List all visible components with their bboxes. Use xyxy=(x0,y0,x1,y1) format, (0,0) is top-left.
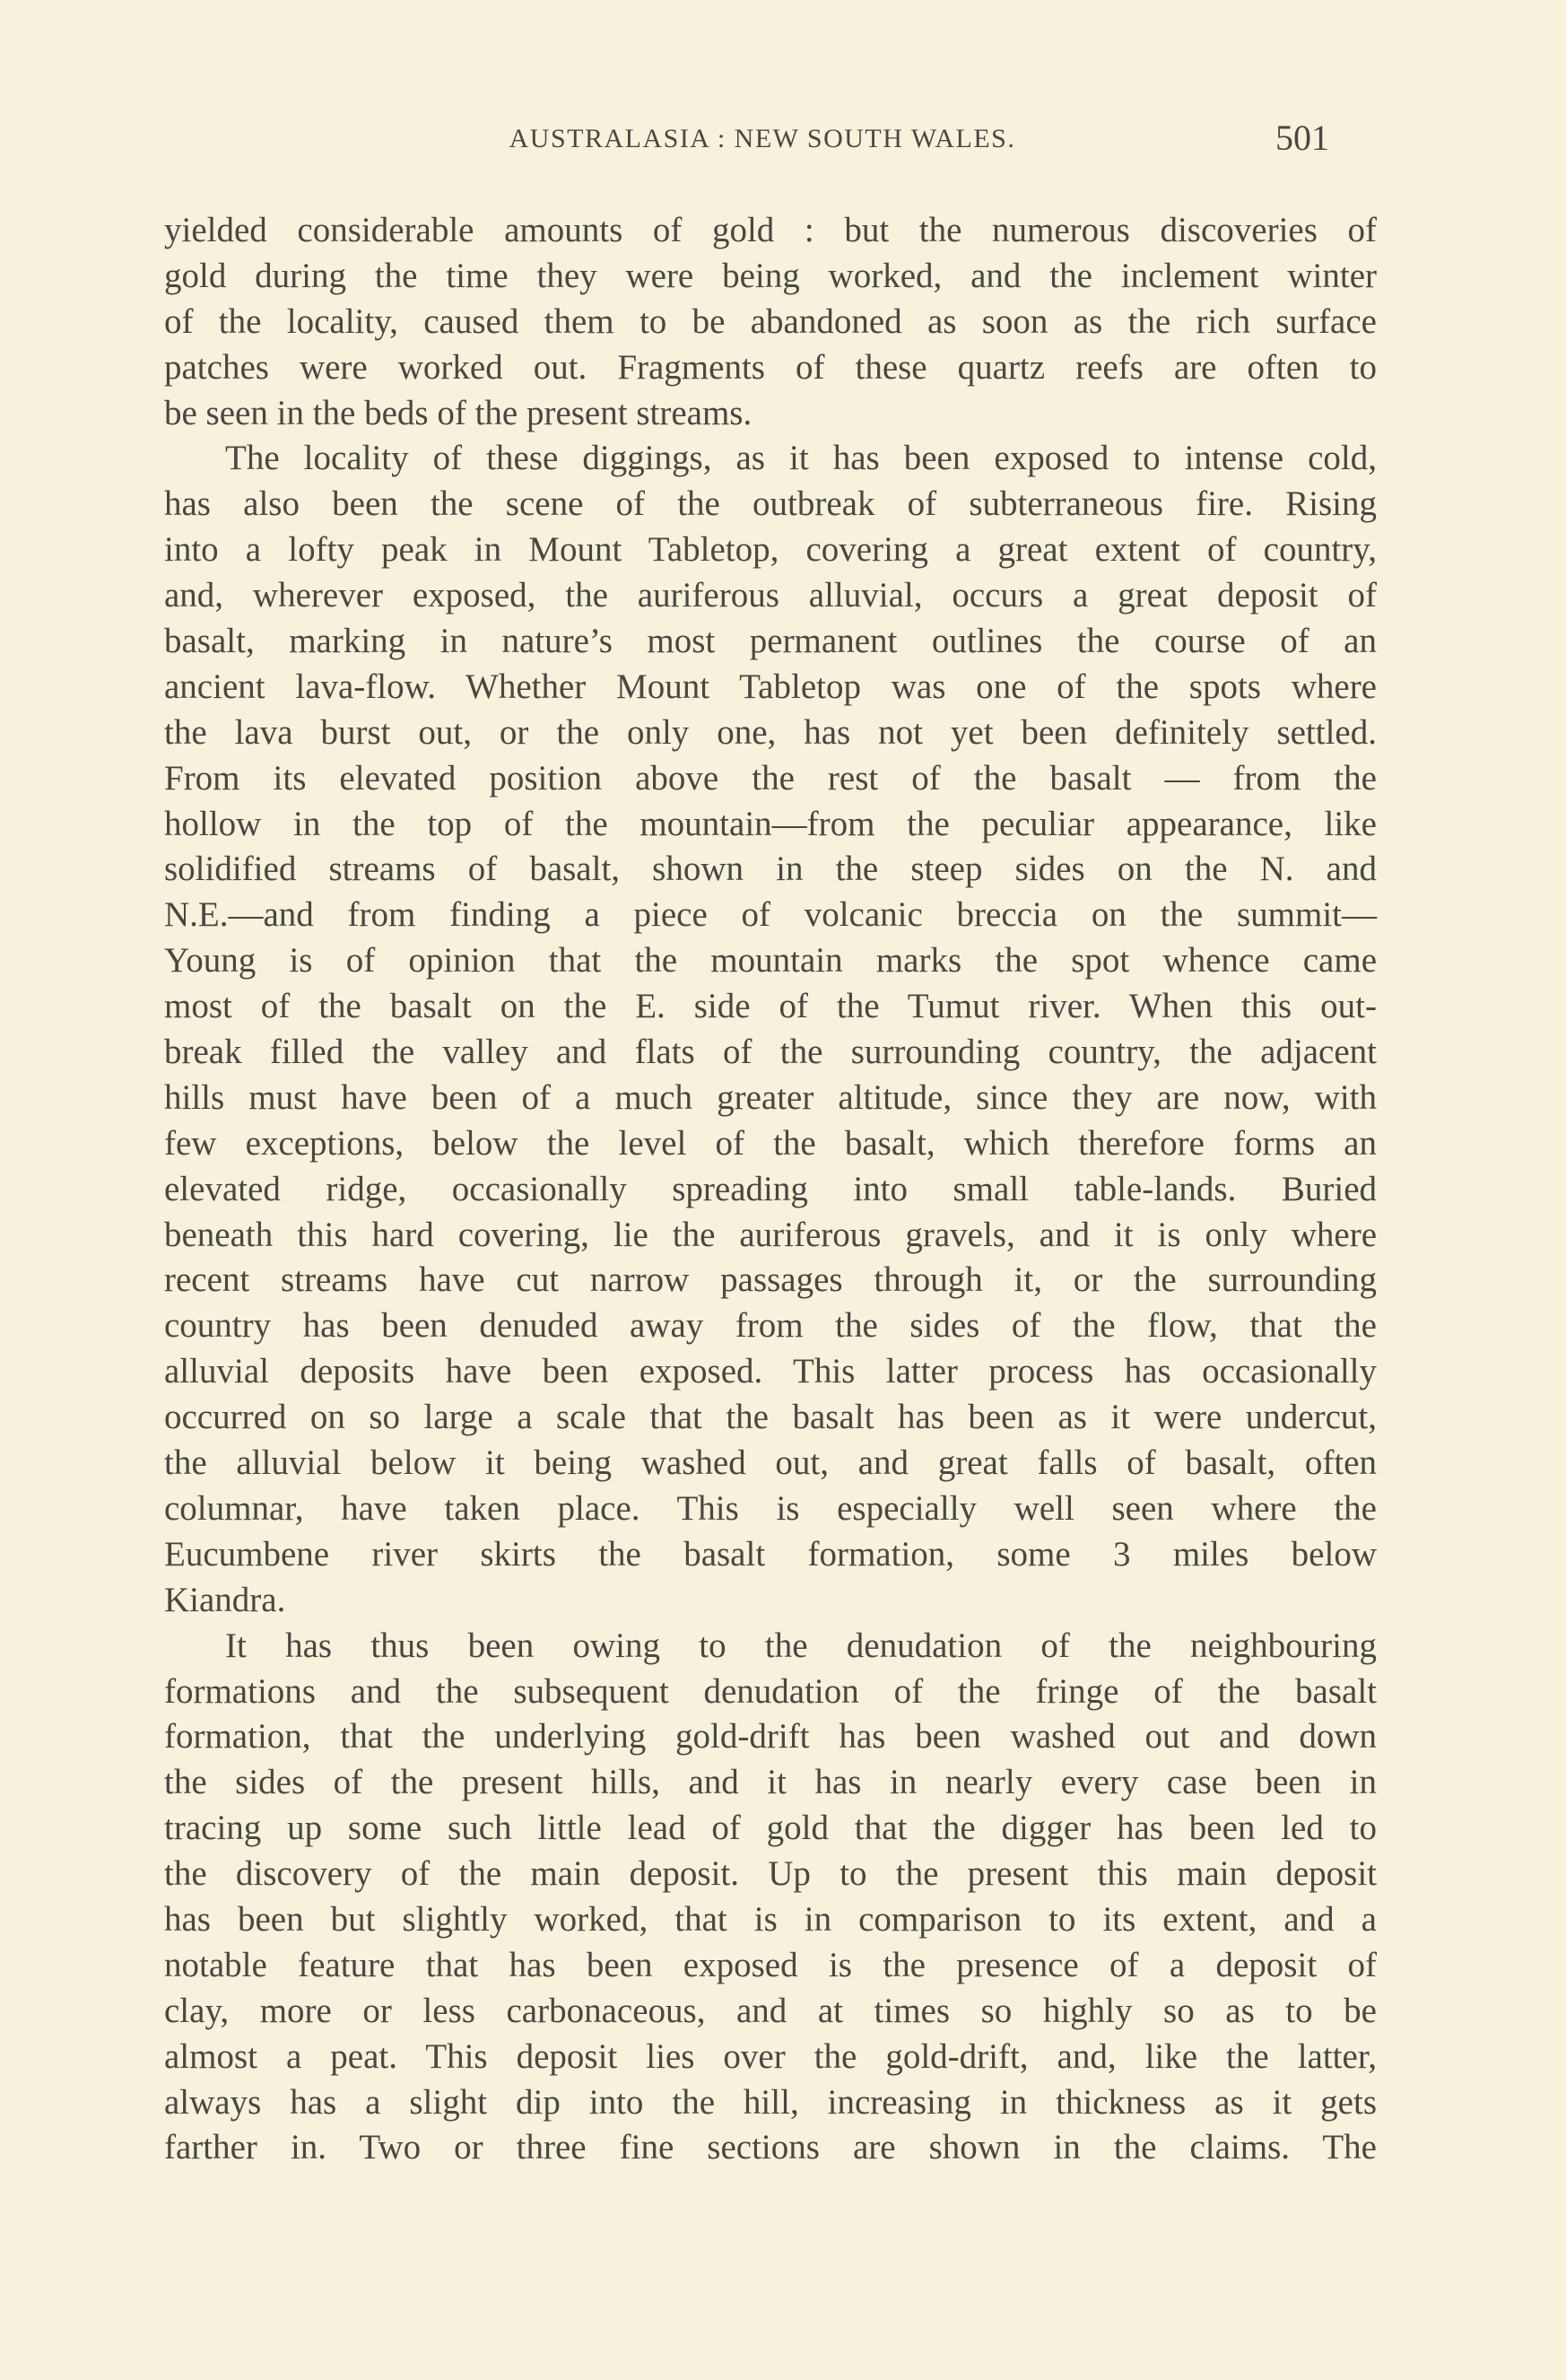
text-line: clay, more or less carbonaceous, and at times so highly so as to be xyxy=(164,1991,1377,2030)
text-line: country has been denuded away from the sides of the flow, that the xyxy=(164,1306,1377,1346)
text-line: columnar, have taken place. This is especially well seen where the xyxy=(164,1488,1377,1528)
text-line: break filled the valley and flats of the surrounding country, the adjacent xyxy=(164,1033,1377,1072)
text-line: notable feature that has been exposed is the presence of a deposit of xyxy=(164,1945,1377,1984)
text-line: has been but slightly worked, that is in comparison to its extent, and a xyxy=(164,1899,1377,1939)
running-head: AUSTRALASIA : NEW SOUTH WALES. xyxy=(509,124,1016,153)
text-line: Kiandra. xyxy=(164,1580,286,1619)
text-line: the sides of the present hills, and it has in nearly every case been in xyxy=(164,1763,1377,1802)
text-line: patches were worked out. Fragments of these quartz reefs are often to xyxy=(164,347,1377,387)
text-line: and, wherever exposed, the auriferous alluvial, occurs a great deposit of xyxy=(164,576,1377,615)
text-line: N.E.—and from finding a piece of volcanic breccia on the summit— xyxy=(164,895,1377,935)
text-line: Eucumbene river skirts the basalt formation, some 3 miles below xyxy=(164,1534,1377,1574)
text-line: has also been the scene of the outbreak of subterraneous fire. Rising xyxy=(164,484,1377,524)
text-line: the discovery of the main deposit. Up to the present this main deposit xyxy=(164,1854,1377,1894)
text-line: ancient lava-flow. Whether Mount Tabletop was one of the spots where xyxy=(164,667,1377,706)
text-line: of the locality, caused them to be abandoned as soon as the rich surface xyxy=(164,301,1377,341)
text-line: hills must have been of a much greater altitude, since they are now, with xyxy=(164,1077,1377,1117)
text-line: into a lofty peak in Mount Tabletop, covering a great extent of country, xyxy=(164,530,1377,570)
text-line: most of the basalt on the E. side of the Tumut river. When this out- xyxy=(164,987,1377,1026)
text-line: recent streams have cut narrow passages through it, or the surrounding xyxy=(164,1260,1377,1300)
text-line: always has a slight dip into the hill, increasing in thickness as it gets xyxy=(164,2082,1377,2122)
text-line: beneath this hard covering, lie the auriferous gravels, and it is only where xyxy=(164,1215,1377,1254)
text-line: occurred on so large a scale that the basalt has been as it were undercut, xyxy=(164,1398,1377,1437)
text-line: the lava burst out, or the only one, has not yet been definitely settled. xyxy=(164,712,1377,752)
text-line: tracing up some such little lead of gold that the digger has been led to xyxy=(164,1809,1377,1848)
text-line: The locality of these diggings, as it has been exposed to intense cold, xyxy=(225,439,1377,478)
text-line: farther in. Two or three fine sections are shown in the claims. The xyxy=(164,2128,1377,2167)
text-line: Young is of opinion that the mountain marks the spot whence came xyxy=(164,941,1377,981)
text-line: solidified streams of basalt, shown in the steep sides on the N. and xyxy=(164,850,1377,889)
page-number: 501 xyxy=(1275,118,1329,158)
text-line: formation, that the underlying gold-drift has been washed out and down xyxy=(164,1717,1377,1757)
body-text xyxy=(164,208,1377,2171)
text-line: From its elevated position above the rest of the basalt — from the xyxy=(164,758,1377,798)
text-line: hollow in the top of the mountain—from the peculiar appearance, like xyxy=(164,804,1377,843)
text-line: be seen in the beds of the present streams. xyxy=(164,393,753,432)
text-line: the alluvial below it being washed out, and great falls of basalt, often xyxy=(164,1443,1377,1483)
text-line: gold during the time they were being worked, and the inclement winter xyxy=(164,256,1377,295)
text-line: almost a peat. This deposit lies over the gold-drift, and, like the latter, xyxy=(164,2036,1377,2076)
text-line: alluvial deposits have been exposed. This latter process has occasionally xyxy=(164,1352,1377,1391)
text-line: formations and the subsequent denudation of the fringe of the basalt xyxy=(164,1671,1377,1711)
text-line: yielded considerable amounts of gold : but the numerous discoveries of xyxy=(164,211,1377,249)
text-line: It has thus been owing to the denudation of the neighbouring xyxy=(225,1626,1377,1665)
text-line: few exceptions, below the level of the basalt, which therefore forms an xyxy=(164,1123,1377,1163)
text-line: elevated ridge, occasionally spreading into small table-lands. Buried xyxy=(164,1169,1377,1208)
text-line: basalt, marking in nature’s most permanent outlines the course of an xyxy=(164,622,1377,661)
